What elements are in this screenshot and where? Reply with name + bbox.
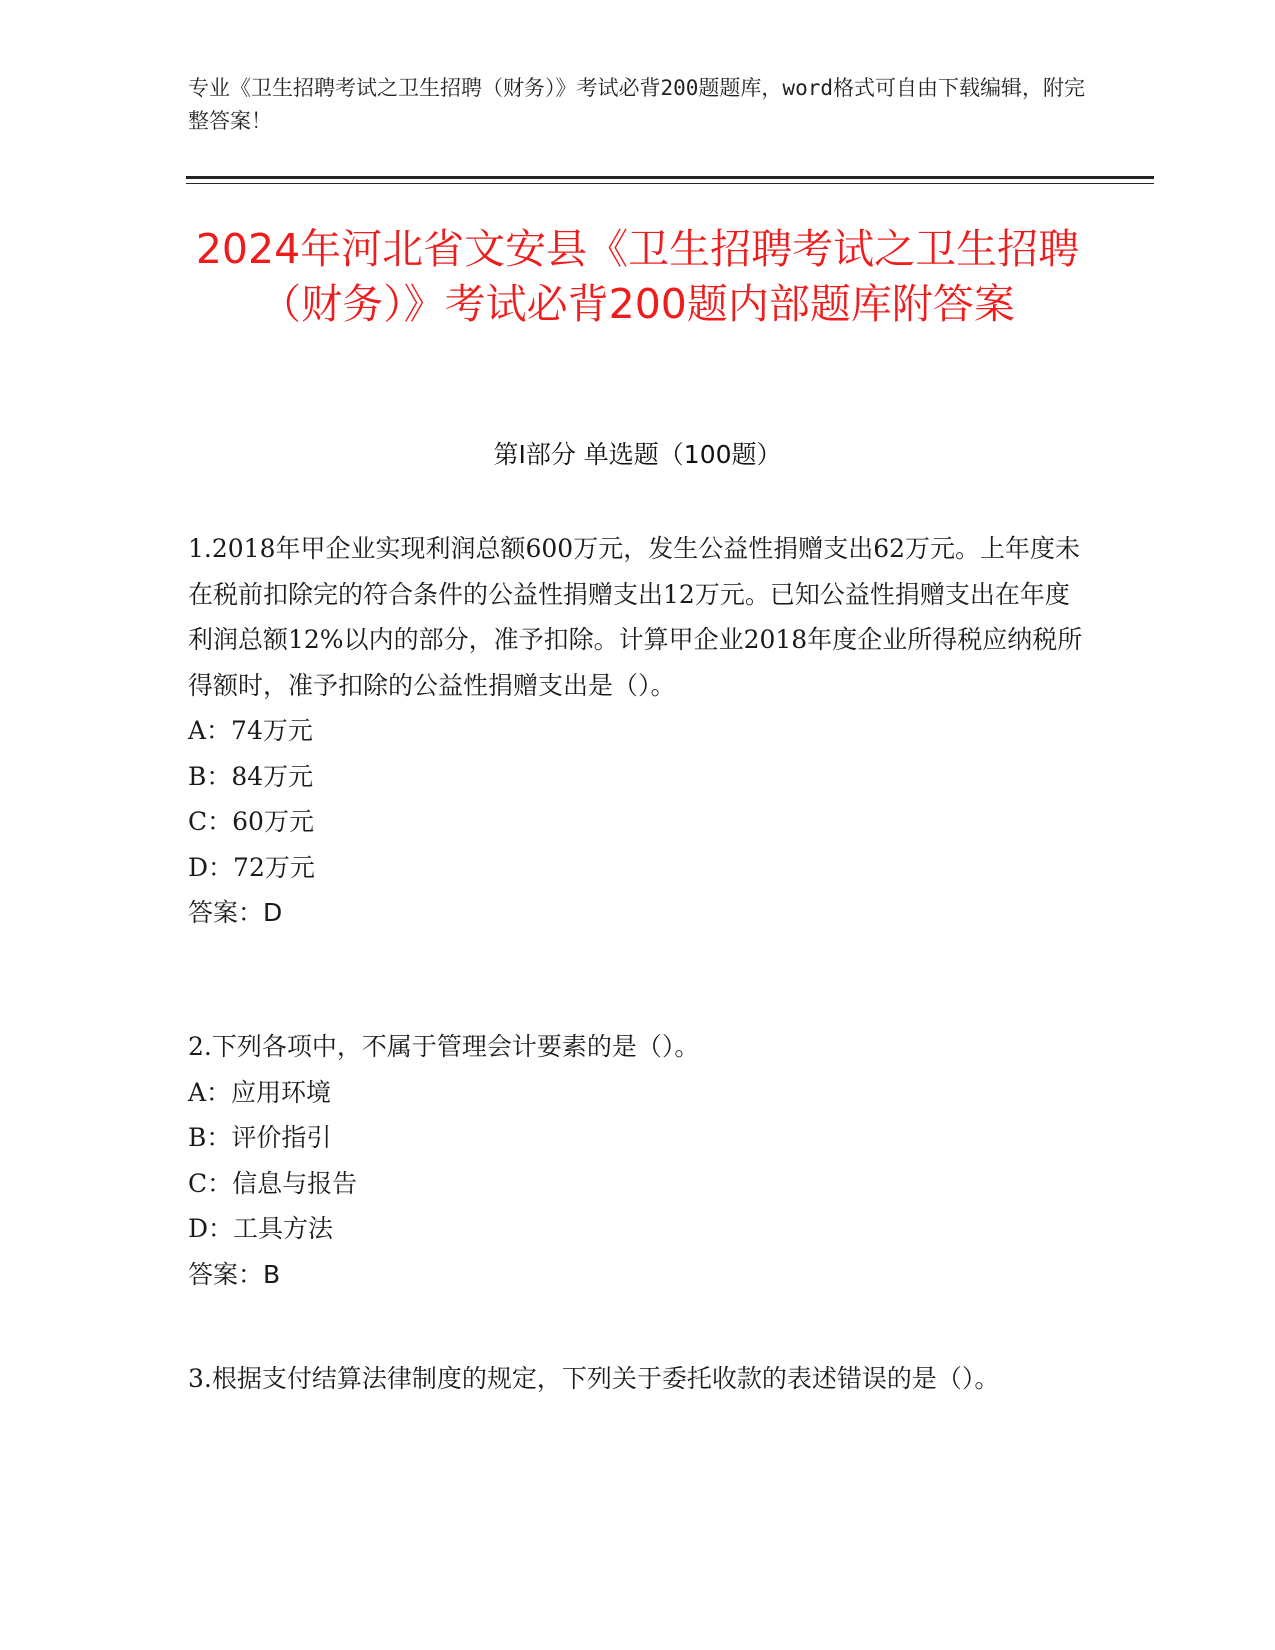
option-d: D：工具方法 bbox=[188, 1214, 334, 1243]
answer-line: 答案：B bbox=[188, 1259, 281, 1289]
question-block bbox=[188, 1356, 1088, 1402]
question-block bbox=[188, 1024, 1088, 1297]
question-stem: 3.根据支付结算法律制度的规定，下列关于委托收款的表述错误的是（）。 bbox=[188, 1364, 1000, 1393]
question-block bbox=[188, 526, 1088, 936]
option-a: A：应用环境 bbox=[188, 1077, 332, 1107]
option-a: A：74万元 bbox=[188, 716, 313, 745]
question-stem: 1.2018年甲企业实现利润总额600万元，发生公益性捐赠支出62万元。上年度未在税前扣除完的符合条件的公益性捐赠支出12万元。已知公益性捐赠支出在年度利润总额12%以内的部分，准予扣除。计算甲企业2018年度企业所得税应纳税所得额时，准予扣除的公益性捐赠支出是（）。 bbox=[188, 534, 1083, 700]
section-heading: 第I部分 单选题（100题） bbox=[493, 440, 782, 469]
option-c: C：信息与报告 bbox=[188, 1168, 358, 1198]
question-stem: 2.下列各项中，不属于管理会计要素的是（）。 bbox=[188, 1032, 700, 1061]
header-divider-thick bbox=[186, 176, 1154, 179]
answer-line: 答案：D bbox=[188, 898, 283, 927]
header-note: 专业《卫生招聘考试之卫生招聘（财务）》考试必背200题题库，word格式可自由下载编辑，附完整答案！ bbox=[188, 76, 1085, 133]
option-d: D：72万元 bbox=[188, 852, 315, 882]
header-divider-thin bbox=[186, 183, 1154, 184]
document-title: 2024年河北省文安县《卫生招聘考试之卫生招聘（财务）》考试必背200题内部题库附答案 bbox=[195, 225, 1080, 328]
option-b: B：评价指引 bbox=[188, 1123, 332, 1152]
option-c: C：60万元 bbox=[188, 807, 314, 836]
option-b: B：84万元 bbox=[188, 761, 314, 791]
